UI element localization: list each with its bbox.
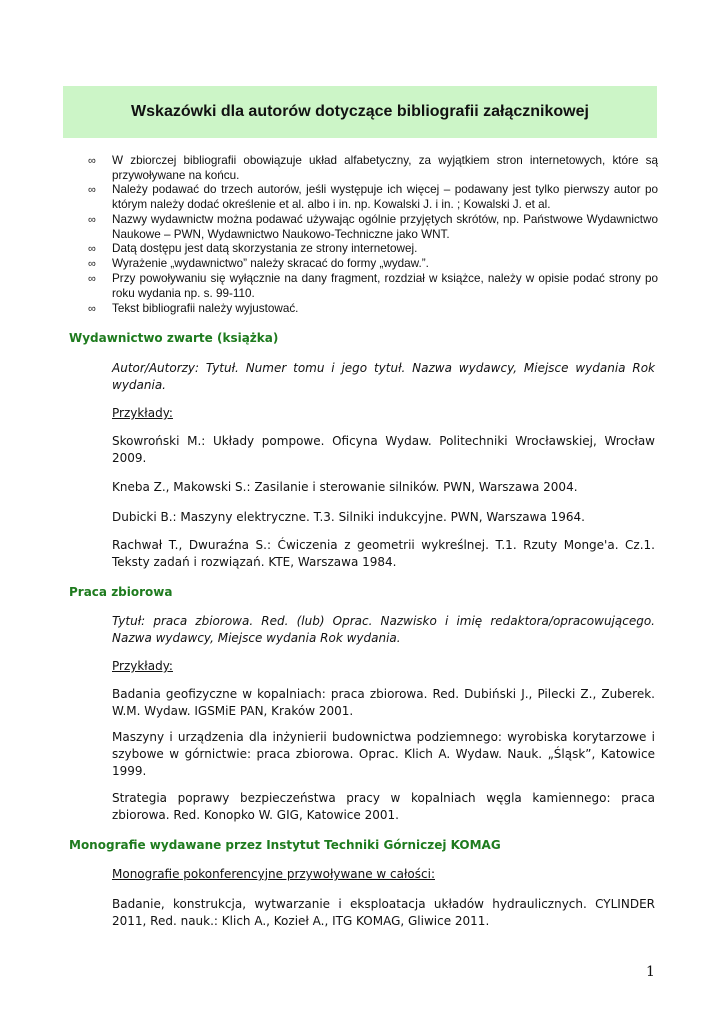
examples-label: Przykłady: xyxy=(112,406,173,420)
infinity-bullet-icon: ∞ xyxy=(88,213,96,226)
infinity-bullet-icon: ∞ xyxy=(88,258,96,271)
guidelines-list xyxy=(88,154,658,317)
infinity-bullet-icon: ∞ xyxy=(88,155,96,167)
example-citation: Strategia poprawy bezpieczeństwa pracy w kopalniach węgla kamiennego: praca zbiorowa. Red. Konopko W. GIG, Katowice 2001. xyxy=(112,791,655,822)
citation-pattern-collective: Tytuł: praca zbiorowa. Red. (lub) Oprac. Nazwisko i imię redaktora/opracowującego. Nazwa wydawcy, Miejsce wydania Rok wydania. xyxy=(112,614,655,645)
list-item xyxy=(88,272,658,301)
examples-label: Przykłady: xyxy=(112,659,173,673)
page-number: 1 xyxy=(646,964,655,980)
section-heading-collective: Praca zbiorowa xyxy=(69,585,173,599)
list-item-text: Przy powoływaniu się wyłącznie na dany fragment, rozdział w książce, należy w opisie podać strony po roku wydania np. s. 99-110. xyxy=(112,272,658,300)
example-citation: Kneba Z., Makowski S.: Zasilanie i sterowanie silników. PWN, Warszawa 2004. xyxy=(112,480,578,494)
citation-pattern-books: Autor/Autorzy: Tytuł. Numer tomu i jego tytuł. Nazwa wydawcy, Miejsce wydania Rok wydania. xyxy=(112,361,655,392)
example-citation: Badanie, konstrukcja, wytwarzanie i eksploatacja układów hydraulicznych. CYLINDER 2011, Red. nauk.: Klich A., Kozieł A., ITG KOMAG, Gliwice 2011. xyxy=(112,897,655,928)
list-item xyxy=(88,242,658,257)
list-item xyxy=(88,183,658,212)
infinity-bullet-icon: ∞ xyxy=(88,184,96,197)
list-item xyxy=(88,302,658,317)
section-heading-komag: Monografie wydawane przez Instytut Techniki Górniczej KOMAG xyxy=(69,838,501,852)
list-item-text: Datą dostępu jest datą skorzystania ze strony internetowej. xyxy=(112,242,418,256)
list-item-text: Należy podawać do trzech autorów, jeśli występuje ich więcej – podawany jest tylko pierwszy autor po którym należy dodać określenie et al. albo i in. np. Kowalski J. i in. ; Kowalski J. et al. xyxy=(112,183,658,212)
infinity-bullet-icon: ∞ xyxy=(88,243,96,256)
example-citation: Dubicki B.: Maszyny elektryczne. T.3. Silniki indukcyjne. PWN, Warszawa 1964. xyxy=(112,510,585,524)
example-citation: Skowroński M.: Układy pompowe. Oficyna Wydaw. Politechniki Wrocławskiej, Wrocław 2009. xyxy=(112,434,655,465)
list-item-text: Nazwy wydawnictw można podawać używając ogólnie przyjętych skrótów, np. Państwowe Wydawnictwo Naukowe – PWN, Wydawnictwo Naukowo-Techniczne jako WNT. xyxy=(112,212,658,241)
title-banner xyxy=(63,86,657,138)
example-citation: Rachwał T., Dwuraźna S.: Ćwiczenia z geometrii wykreślnej. T.1. Rzuty Monge'a. Cz.1. Teksty zadań i rozwiązań. KTE, Warszawa 1984. xyxy=(112,538,655,569)
infinity-bullet-icon: ∞ xyxy=(88,273,96,286)
example-citation: Maszyny i urządzenia dla inżynierii budownictwa podziemnego: wyrobiska korytarzowe i szybowe w górnictwie: praca zbiorowa. Oprac. Klich A. Wydaw. Nauk. „Śląsk”, Katowice 1999. xyxy=(112,730,655,778)
document-title: Wskazówki dla autorów dotyczące bibliografii załącznikowej xyxy=(131,103,589,120)
section-heading-books: Wydawnictwo zwarte (książka) xyxy=(69,331,279,345)
list-item-text: Wyrażenie „wydawnictwo” należy skracać do formy „wydaw.”. xyxy=(112,257,429,271)
monographs-note: Monografie pokonferencyjne przywoływane w całości: xyxy=(112,867,435,881)
list-item-text: W zbiorczej bibliografii obowiązuje układ alfabetyczny, za wyjątkiem stron internetowych, które są przywoływane na końcu. xyxy=(112,154,658,182)
list-item-text: Tekst bibliografii należy wyjustować. xyxy=(112,301,299,315)
list-item xyxy=(88,154,658,183)
list-item xyxy=(88,213,658,242)
example-citation: Badania geofizyczne w kopalniach: praca zbiorowa. Red. Dubiński J., Pilecki Z., Zuberek. W.M. Wydaw. IGSMiE PAN, Kraków 2001. xyxy=(112,687,655,718)
infinity-bullet-icon: ∞ xyxy=(88,302,96,315)
list-item xyxy=(88,257,658,272)
